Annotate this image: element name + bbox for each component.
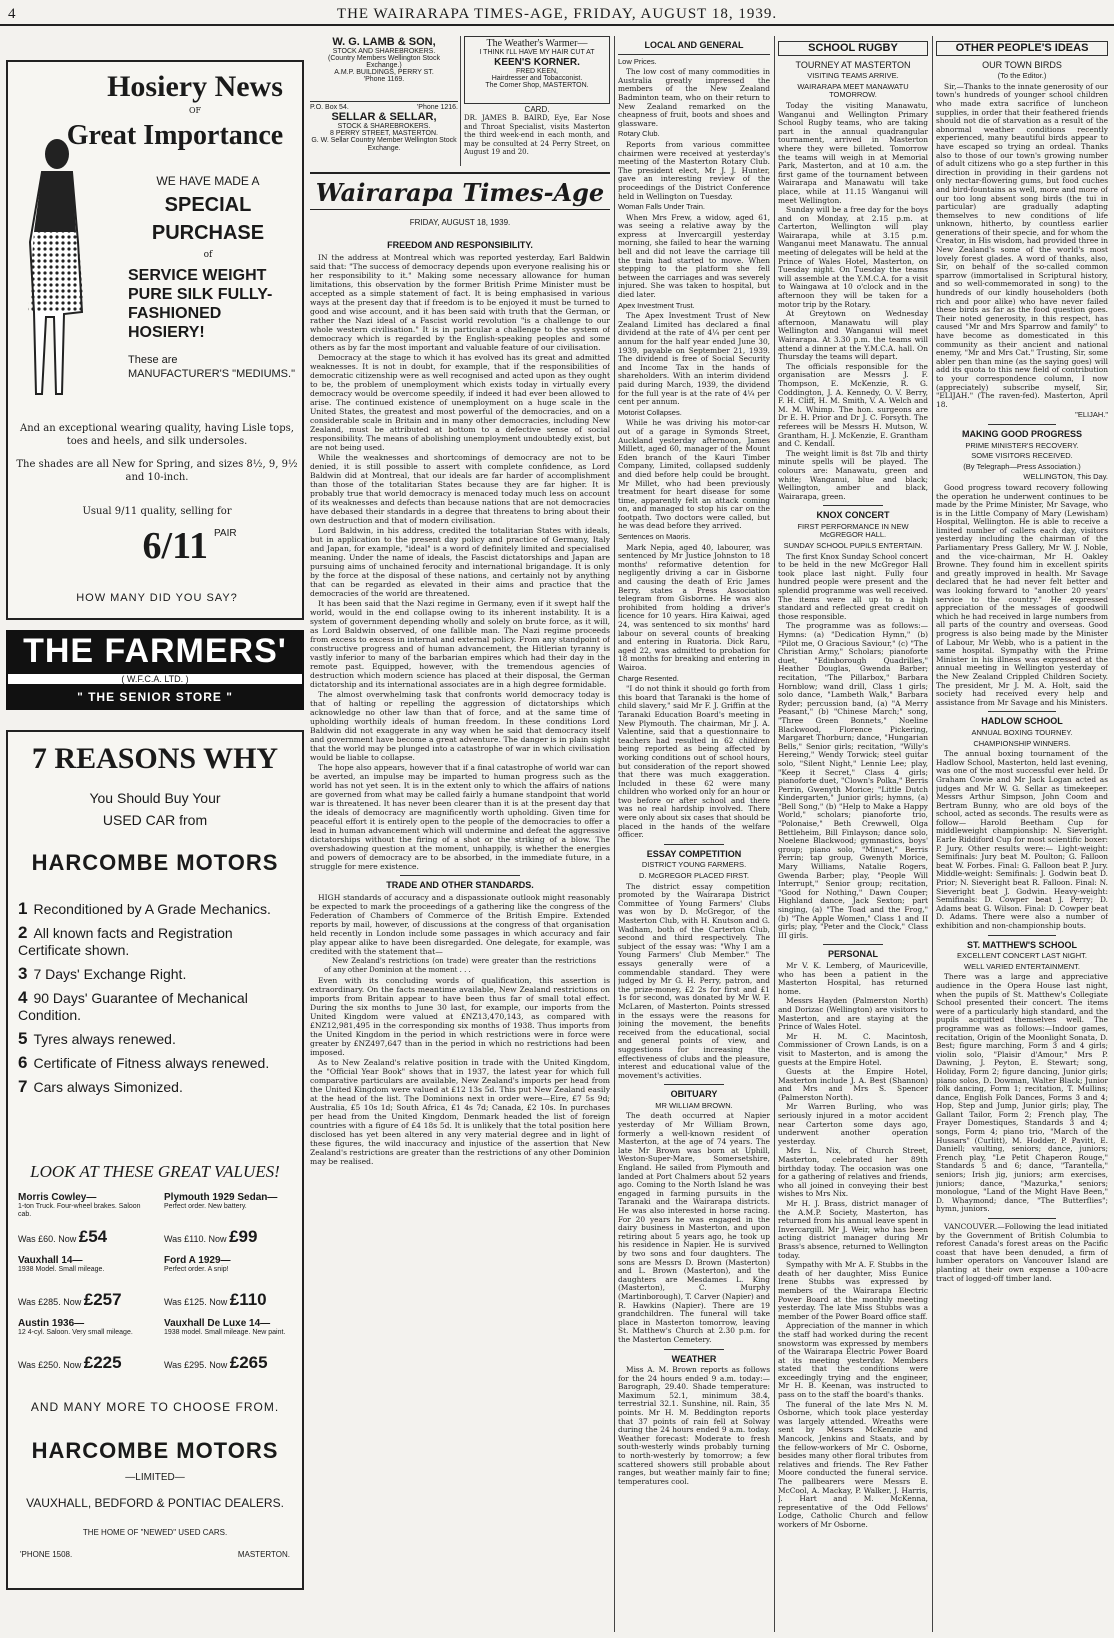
reasons-list [18, 900, 298, 1102]
keen-ad [464, 36, 610, 104]
local-item [618, 58, 770, 129]
lamb-line-2: (Country Members Wellington Stock Exchange.) [328, 55, 440, 69]
obituary-sub: MR WILLIAM BROWN. [655, 1100, 733, 1110]
opi-signature: "ELIJAH." [1075, 410, 1108, 420]
harcombe-home: THE HOME OF "NEWED" USED CARS. [82, 1528, 228, 1537]
rugby-sub-3: WAIRARAPA MEET MANAWATU TOMORROW. [797, 81, 909, 100]
divider [664, 1349, 725, 1350]
weather-text: Miss A. M. Brown reports as follows for the 24 hours ended 9 a.m. today:— Barograph, 29.40. Shade temperature: Maximum 52.1, minimum 38.4, terrestrial 32.1. Sunshine, nil. Rain, 35 points. Mr H. M. Beddington reports that 37 points of rain fell at Solway during the 24 hours ended 9 a.m. today. Weather forecast: Moderate to fresh south-westerly winds probably turning to north-westerly by tomorrow; a few scattered showers still probable about ranges, but weather mainly fair to fine; temperatures cool. [618, 1366, 770, 1486]
divider [988, 935, 1057, 936]
car-was: Was £295. [164, 1360, 207, 1370]
car-name: Austin 1936— [18, 1318, 85, 1329]
car-now: Now [209, 1360, 228, 1370]
harcombe-headline: 7 REASONS WHY [31, 742, 279, 775]
car-name: Ford A 1929— [164, 1255, 231, 1266]
column-rule [932, 36, 933, 1632]
divider [823, 944, 883, 945]
reason-number: 4 [18, 988, 28, 1007]
trade-heading: TRADE AND OTHER STANDARDS. [386, 880, 534, 890]
weather-heading: WEATHER [671, 1353, 717, 1364]
obituary-heading: OBITUARY [670, 1089, 718, 1100]
opi-to-editor: (To the Editor.) [997, 71, 1047, 81]
car-desc: 12 4-cyl. Saloon. Very small mileage. [18, 1329, 133, 1336]
editorial-paragraph: The hope also appears, however that if a final catastrophe of world war can be averted, an impulse may be imparted to human progress such as the world has not yet seen. It is in the extent only to which the affairs of nations are governed from what may be called fairly a humane standpoint that world war is threatened. It has never been clearer than it is at the present day that the ideals of democracy are magnificently worth upholding. Given time for peaceful effort it is entirely open to the people of the democracies to offer a lead in human advancement which will undermine and defeat the aggressive dictatorships without the firing of a shot or the striking of a blow. The overshadowing question at the moment, unhappily, is whether the energies and powers of democracy are to be absorbed, in the immediate future, in a struggle for mere existence. [310, 763, 610, 871]
car-offer [164, 1318, 298, 1373]
car-now: Now [209, 1297, 228, 1307]
rugby-paragraph: Sunday will be a free day for the boys and on Monday, at 2.15 p.m. at Carterton, Wellington will play Wairarapa, while at 3.15 p.m. Wanganui meet Manawatu. The annual meeting of delegates will be held at the Prince of Wales Hotel, Masterton, on Tuesday night. On Tuesday the teams will assemble at the Y.M.C.A. for a visit to Waingawa at 10 o'clock and in the afternoon they will be taken for a motor trip by the Rotary. [778, 206, 928, 309]
rugby-sub-2: VISITING TEAMS ARRIVE. [807, 71, 899, 81]
harcombe-town: MASTERTON. [237, 1550, 290, 1559]
rugby-sub: TOURNEY AT MASTERTON [795, 59, 911, 70]
reason-number: 7 [18, 1077, 28, 1096]
reason-number: 2 [18, 923, 28, 942]
stmatt-sub: EXCELLENT CONCERT LAST NIGHT. [957, 951, 1087, 961]
farmers-name: THE FARMERS' [23, 632, 287, 670]
local-item-text: The low cost of many commodities in Australia greatly impressed the members of the New Zealand Badminton team, who on their return to New Zealand remarked on the cheapness of fruit, boots and shoes and glassware. [618, 68, 770, 128]
reason-item [18, 965, 298, 983]
sellar-name: SELLAR & SELLAR, [331, 111, 437, 123]
keen-line-2: Hairdresser and Tobacconist. [491, 75, 583, 82]
hosiery-of: OF [188, 106, 202, 115]
trade-quote: New Zealand's restrictions (on trade) were greater than the restrictions of any other Dominion at the moment . . . [324, 957, 596, 974]
hosiery-price: 6/11 [142, 525, 208, 567]
sellar-pobox: P.O. Box 54. [310, 104, 349, 111]
reason-text: 7 Days' Exchange Right. [33, 966, 187, 982]
editorial-column [310, 236, 610, 1632]
column-rule [614, 36, 615, 1632]
car-price: £225 [83, 1353, 122, 1372]
stmatt-text: There was a large and appreciative audience in the Opera House last night, when the pupils of St. Matthew's Collegiate School presented their concert. The items were of a particularly high standard, and the pupils acquitted themselves well. The programme was as follows:—Indoor games, recitation, Origin of the Moonlight Sonata, D. Best; figure marching, Form 3 and 4 girls; violin solo, "Plaisir d'Amour," Mrs P. Dawning, J. Peyton, E. Stewart; song, Holiday, Form 2; figure dancing, Junior girls; piano solos, D. Dowman, Walter Black; Junior folk dancing, Form 1; recitation, T. Mullins; dance, English Folk Dances, Forms 3 and 4; Hop, Step and Jump, Junior girls; play, The Gallant Tailor, Form 2; French play, The Frayer Domestiques, Standards 3 and 4; songs, Form 4; piano trio, "March of the Hussars" (Curlitt), M. Hodder, P. Pavitt, E. Daniell; vaulting, seniors; dance, juniors; French play, "Le Petit Chaperon Rouge," Standards 5 and 6; dance, "Tarantella," seniors; Irish jig, juniors; arm exercises, juniors; dance, "Mazurka," seniors; monologue, "Land of the Might Have Been," D. Whaymond; dance, "The Butterflies"; hymn, juniors. [936, 973, 1108, 1214]
sellar-phone: 'Phone 1216. [416, 104, 458, 111]
vancouver-text: VANCOUVER.—Following the lead initiated by the Government of British Columbia to reforest Canada's forest areas on the Pacific coast that have been denuded, a firm of lumber operators on Vancouver Island are planting at their own expense a 100-acre tract of logged-off timber land. [936, 1223, 1108, 1283]
reason-item [18, 989, 298, 1024]
trade-paragraph: As to New Zealand's relative position in trade with the United Kingdom, the "Official Year Book" shows that in 1937, the latest year for which full comparative particulars are available, New Zealand's imports per head from the United Kingdom were valued at £12 13s 5d. This put New Zealand easily at the head of the list. The Dominions next in order were—Eire, £7 5s 9d; Australia, £5 10s 1d; South Africa, £1 4s 7d; Canada, £2 10s. In purchases per head from the United Kingdom, Denmark headed the list of foreign countries with a figure of £4 18s 5d. It is unlikely that the total position here disclosed has yet been altered in any very material degree and in light of these figures, the wild inaccuracy and injustice of the assertion that New Zealand's restrictions are greater than the restrictions of any other Dominion may be realised. [310, 1058, 610, 1166]
sellar-line-1: STOCK & SHAREBROKERS. [337, 123, 431, 130]
car-was: Was £125. [164, 1297, 207, 1307]
hosiery-mediums: MANUFACTURER'S "MEDIUMS." [128, 368, 295, 380]
local-item-title: Motorist Collapses. [618, 407, 682, 417]
divider [988, 1218, 1057, 1219]
car-desc: 1938 Model. Small mileage. [18, 1266, 105, 1273]
hosiery-question: HOW MANY DID YOU SAY? [76, 592, 238, 604]
hadlow-heading: HADLOW SCHOOL [981, 716, 1063, 727]
hosiery-ad [6, 60, 304, 620]
local-item [618, 409, 770, 531]
card-heading: CARD. [524, 105, 550, 114]
obituary-text: The death occurred at Napier yesterday of Mr William Brown, formerly a well-known resident of Masterton, at the age of 74 years. The late Mr Brown was born at Uphill, Weston-Super-Mare, Somersetshire, England. He sailed from Plymouth and landed at Port Chalmers about 52 years ago. Coming to the North Island he was engaged in farming pursuits in the Taranaki and the Wairarapa districts. He was also interested in horse racing. For 20 years he was engaged in the dairy business in Masterton, and upon retiring about 5 years ago, he took up his residence in Napier. He is survived by two sons and four daughters. The sons are Messrs D. Brown (Masterton) and L. Brown (Masterton), and the daughters are Mesdames L. King (Masterton), C. Murphy (Martinborough), T. Carver (Napier) and R. Hawkins (Napier). There are 19 grandchildren. The funeral will take place in Masterton tomorrow, leaving St. Matthew's Church at 2.30 p.m. for the Masterton Cemetery. [618, 1112, 770, 1344]
personal-paragraph: Mrs L. Nix, of Church Street, Masterton, celebrated her 89th birthday today. The occasion was one for a gathering of relatives and friends, who all joined in conveying their best wishes to Mrs Nix. [778, 1147, 928, 1199]
divider [988, 711, 1057, 712]
car-desc: Perfect order. New battery. [164, 1203, 247, 1210]
local-item-text: When Mrs Frew, a widow, aged 61, was seeing a relative away by the express at Invercargill yesterday morning, she failed to hear the warning bell and did not leave the carriage till the train had started to move. When stepping to the platform she fell between the carriages and was severely injured. She was taken to hospital, but died later. [618, 213, 770, 300]
reason-number: 6 [18, 1053, 28, 1072]
divider [823, 505, 883, 506]
hadlow-sub: ANNUAL BOXING TOURNEY. [971, 727, 1073, 737]
hosiery-shades: The shades are all New for Spring, and sizes 8½, 9, 9½ and 10-inch. [16, 459, 298, 483]
editorial-paragraph: Lord Baldwin, in his address, credited the totalitarian States with ideals, but in application to the present day policy and practice of Germany, Italy and Japan, for example, "ideal" is a word of definitely limited and specialised meaning. Under the name of ideals, the Fascist dictatorships and Japan are pursuing aims of unchained ferocity and international brigandage. It is only by the force at the disposal of these nations, and certainly not by anything that can be regarded as elevated in their aims and practice that the democracies of the world are threatened. [310, 526, 610, 598]
knox-sub-2: SUNDAY SCHOOL PUPILS ENTERTAIN. [783, 541, 923, 551]
knox-paragraph: The programme was as follows:—Hymns: (a) "Dedication Hymn," (b) "Pilot me, O Gracious Saviour," (c) "The Christian Army," Scholars; pianoforte duet, "Edinborough Quadrilles," Heather Douglas, Gwenda Barber; recitation, "The Pillarbox," Barbara Hornblow; wand drill, Class 1 girls; solo dance, "Lambeth Walk," Barbara Ryder; percussion band, (a) "A Merry Peasant," (b) "Chinese March;" song, "Three Green Bonnets," Noeline Blackwood, Florence Pickering, Margaret Thorburn; dance, "Hungarian Bells," Senior girls; recitation, "Willy's Hereing," Wendy Torwick; steel guitar solo, "Silent Night," Lennie Lee; play, "Keep it Secret," Class 4 girls; pianoforte duet, "Clown's Polka," Berris Perrin, Gwenyth Morice; "Little Dutch Kindergarten," Junior girls; hymns, (a) "Bell Song," (b) "Help to Make a Happy World," scholars; pianoforte trio, "Polonaise," Beth Crewwell, Olga Bettleheim, Bill Finlayson; dance solo, Noelene Blackwood; gymnastics, boys' group; piano solo, "Minuet," Berris Perrin; tap group, Gwenyth Morice, Mary Williams, Natalie Rogers, Gwenda Barber; play, "People Will Interrupt," Senior group; recitation, "Good for Nothing," Dawn Couper; Highland dance, Jack Sexton; part singing, (a) "The Toad and the Frog," (b) "The Apple Women," Class 1 and II girls; play, "Peter and the Clock," Class III girls. [778, 622, 928, 940]
stmatt-sub-2: WELL VARIED ENTERTAINMENT. [964, 961, 1080, 971]
divider [664, 844, 725, 845]
essay-text: The district essay competition promoted by the Wairarapa District Committee of Young Farmers' Clubs was won by D. McGregor, of the Masterton Club, with H. Knutson and G. Wadham, both of the Carterton Club, second and third respectively. The subject of the essay was: "Why I am a Young Farmers' Club Member." The essays generally were of a commendable standard. They were judged by Mr G. H. Perry, patron, and the prize-money, £2 2s for first and £1 1s for second, was donated by Mr W. F. McLaren, of Masterton. Points stressed in the essays were the reasons for joining the movement, the benefits received from the educational, social and general points of view, and suggestions for increasing the effectiveness of clubs and the pleasure, interest and educational value of the movement's activities. [618, 882, 770, 1080]
local-item-text: While he was driving his motor-car out of a garage in Symonds Street, Auckland yesterday afternoon, James Millett, aged 60, manager of the Mount Eden branch of the Kauri Timber Company, Limited, collapsed suddenly and died before help could be brought. Mr Millet, who had been previously treatment for heart disease for some time, apparently felt an attack coming on, and managed to stop his car on the footpath. Two doctors were called, but he was dead before they arrived. [618, 419, 770, 531]
lamb-name: W. G. LAMB & SON, [332, 36, 436, 48]
reason-text: Reconditioned by A Grade Mechanics. [33, 901, 271, 917]
car-price: £265 [229, 1353, 268, 1372]
editorial-paragraph: It has been said that the Nazi regime in Germany, even if it swept half the world, would in the end collapse owing to its inherent instability. It is a system of government depending wholly and solely on brute force, as it will, as Lord Baldwin observed, of one fallible man. The Nazi regime proceeds from excess to excess in internal and external policy. From any standpoint of constructive progress and of human advancement, the Hitlerian tyranny is vastly inferior to many of the barbarian empires which had their day in the remote past. Equipped, however, with the tremendous agencies of destruction which modern science has placed at their disposal, the German dictatorship and its international associates are in a high degree formidable. [310, 599, 610, 689]
car-price: £257 [83, 1290, 122, 1309]
hosiery-headline: Hosiery News [107, 70, 283, 103]
sellar-line-2: 8 PERRY STREET, MASTERTON. [329, 130, 438, 137]
local-item-title: Woman Falls Under Train. [618, 202, 705, 212]
hosiery-usual: Usual 9/11 quality, selling for [82, 506, 232, 517]
reason-item [18, 900, 298, 918]
column-rule [774, 36, 775, 1632]
car-was: Was £250. [18, 1360, 61, 1370]
farmers-ad [6, 630, 304, 710]
local-item-title: Rotary Club. [618, 129, 660, 139]
stmatt-heading: ST. MATTHEW'S SCHOOL [967, 939, 1077, 950]
harcombe-more: AND MANY MORE TO CHOOSE FROM. [30, 1400, 280, 1414]
harcombe-sub-2: USED CAR from [102, 812, 208, 828]
essay-sub-2: D. McGREGOR PLACED FIRST. [638, 871, 749, 881]
local-item-title: Charge Resented. [618, 673, 679, 683]
local-item-title: Apex Investment Trust. [618, 300, 695, 310]
local-item [618, 203, 770, 300]
opi-heading: OTHER PEOPLE'S IDEAS [936, 41, 1108, 56]
local-item [618, 130, 770, 201]
editorial-paragraph: The almost overwhelming task that confronts world democracy today is that of halting or repelling the aggression of dictatorships which acknowledge no other law than that of force, and at the same time of upholding worthily ideals of human freedom. In these conditions Lord Baldwin did not exaggerate in any way when he said that democracy itself and government have become a great adventure. The danger is in plain sight that the world may be plunged into a catastrophe of war in which civilisation would be liable to collapse. [310, 690, 610, 762]
keen-line-3: The Corner Shop, MASTERTON. [485, 82, 589, 89]
sellar-ad [310, 104, 458, 168]
progress-sub: PRIME MINISTER'S RECOVERY. [965, 440, 1079, 450]
local-item-title: Sentences on Maoris. [618, 532, 691, 542]
editorial-paragraph: Democracy at the stage to which it has evolved has its great and admitted weaknesses. It is not in doubt, for example, that if the responsibilities of democratic citizenship were as well recognised and acted upon as they ought to be, the problem of unemployment which exists today in virtually every democracy would be overcome speedily, if indeed it had ever been allowed to arise. The continued existence of unemployment on a huge scale in the United States, the greatest and most powerful of the democracies, and on a considerable scale in Britain and in many other democracies, including New Zealand, must be attributed at bottom to a defective sense of social responsibility. The means of abolishing unemployment undoubtedly exist, but are not being used. [310, 353, 610, 452]
trade-paragraph: HIGH standards of accuracy and a dispassionate outlook might reasonably be expected to mark the proceedings of a gathering like the congress of the Federation of Chambers of Commerce of the British Empire. Extended reports by mail, however, of discussions at the congress of that organisation held recently in London include some passages in which accuracy and fair play appear alike to have been disregarded. One delegate, for example, was credited with the statement that— [310, 893, 610, 956]
reason-text: 90 Days' Guarantee of Mechanical Condition. [18, 990, 248, 1023]
hosiery-headline-2: Great Importance [66, 120, 284, 151]
progress-sub-2: SOME VISITORS RECEIVED. [971, 451, 1073, 461]
editorial-paragraph: IN the address at Montreal which was reported yesterday, Earl Baldwin said that: "The success of democracy depends upon everyone realising his or her responsibility to it." Making some necessary allowance for human limitations, this observation by the former British Prime Minister must be accepted as a simple statement of fact. It is being emphasised in various ways at the present day that if freedom is to be enjoyed it must be turned to good and wise account, and it has been said with truth that the German, or rather the Nazi ideal of a Fascist world revolution "is a challenge to our whole western civilisation." It is in particular a challenge to the system of democracy which is regarded by the English-speaking peoples and some others as by far the most important and valuable feature of our civilisation. [310, 253, 610, 352]
essay-heading: ESSAY COMPETITION [646, 848, 742, 859]
ideas-column [936, 36, 1108, 1632]
rugby-column [778, 36, 928, 1632]
divider [400, 875, 520, 876]
lamb-line-4: 'Phone 1169. [363, 76, 405, 83]
lamb-line-3: A.M.P. BUILDINGS, PERRY ST. [334, 69, 434, 76]
keen-name: KEEN'S KORNER. [494, 57, 580, 68]
reason-text: Cars always Simonized. [33, 1079, 183, 1095]
card-text: DR. JAMES B. BAIRD, Eye, Ear Nose and Throat Specialist, visits Masterton the third week-end in each month, and may be consulted at 24 Perry Street, on August 19 and 20. [464, 114, 610, 157]
progress-telegraph: (By Telegraph—Press Association.) [963, 461, 1081, 471]
personal-paragraph: The funeral of the late Mrs N. M. Osborne, which took place yesterday was largely attended. Wreaths were sent by Messrs McKenzie and Mancock, Jenkins and Staats, and by the fellow-workers of Mr C. Osborne, besides many other floral tributes from relatives and friends. The Rev Father Moore conducted the funeral service. The pallbearers were Messrs E. McCool, A. Mackay, P. Walker, J. Harris, J. Hart and M. McKenna, representative of the Odd Fellows' Lodge, Catholic Church and fellow workers of Mr Osborne. [778, 1400, 928, 1529]
local-item-text: Mark Nepia, aged 40, labourer, was sentenced by Mr Justice Johnston to 18 months' reformative detention for negligently driving a car in Gisborne and causing the death of Eric James Berry, states a Press Association telegram from Gisborne. He was also prohibited from holding a driver's licence for 10 years. Hira Kaiwai, aged 24, was sentenced to six months' hard labour on several counts of breaking and entering in Ruatoria. Dick Raru, aged 22, was admitted to probation for 18 months for breaking and entering in Wairoa. [618, 543, 770, 672]
car-price: £54 [78, 1227, 108, 1246]
masthead-title: THE WAIRARAPA TIMES-AGE, FRIDAY, AUGUST 18, 1939. [336, 6, 778, 22]
personal-paragraph: Mr H. M. C. Macintosh, Commissioner of Crown Lands, is on a visit to Masterton, and is among the guests at the Empire Hotel. [778, 1032, 928, 1067]
reason-text: Tyres always renewed. [33, 1031, 176, 1047]
ad-divider [460, 36, 461, 166]
local-item-text: Reports from various committee chairmen were received at yesterday's meeting of the Masterton Rotary Club. The president elect, Mr J. J. Hunter, gave an interesting review of the proceedings of the District Conference held in Wellington on Tuesday. [618, 140, 770, 201]
car-was: Was £60. [18, 1234, 56, 1244]
keen-heading-2: I THINK I'LL HAVE MY HAIR CUT AT [479, 49, 595, 56]
reason-text: Certificate of Fitness always renewed. [33, 1055, 270, 1071]
car-was: Was £285. [18, 1297, 61, 1307]
rugby-paragraph: The officials responsible for the organisation are Messrs J. F. Thompson, E. McKenzie, R. G. Coddington, J. A. Kennedy, O. V. Berry, F. H. Cliff, H. M. Smith, V. A. Welch and M. M. Whimp. The hon. surgeons are Dr E. H. Prior and Dr J. C. Forsyth. The referees will be Messrs H. Mutson, W. Grantham, H. J. McKenzie, E. Grantham and C. Kendall. [778, 362, 928, 449]
hosiery-purchase: PURCHASE [151, 222, 265, 244]
car-offer [18, 1255, 152, 1310]
editorial-date: FRIDAY, AUGUST 18, 1939. [409, 218, 511, 227]
local-item-title: Low Prices. [618, 56, 657, 66]
rugby-heading: SCHOOL RUGBY [778, 41, 928, 56]
car-desc: Perfect order. A snip! [164, 1266, 229, 1273]
hosiery-lead: WE HAVE MADE A [156, 174, 260, 188]
progress-heading: MAKING GOOD PROGRESS [961, 428, 1082, 439]
reason-item [18, 924, 298, 959]
harcombe-company-2: HARCOMBE MOTORS [31, 1438, 279, 1463]
keen-line-1: FRED KEEN, [515, 68, 558, 75]
hosiery-these-are: These are [128, 354, 178, 366]
harcombe-limited: —LIMITED— [125, 1472, 185, 1483]
car-desc: 1-ton Truck. Four-wheel brakes. Saloon cab. [18, 1203, 141, 1218]
hosiery-description: And an exceptional wearing quality, having Lisle tops, toes and heels, and silk undersoles. [20, 423, 294, 447]
reason-number: 3 [18, 964, 28, 983]
opi-sub: OUR TOWN BIRDS [982, 59, 1062, 70]
car-offer [164, 1192, 298, 1247]
local-item-text: The Apex Investment Trust of New Zealand Limited has declared a final dividend at the rate of 4¼ per cent per annum for the half year ended June 30, 1939, payable on September 21, 1939. The dividend is free of Social Security and Income Tax in the hands of shareholders. With an interim dividend paid during March, 1939, the dividend for the full year is at the rate of 4¼ per cent per annum. [618, 312, 770, 407]
knox-sub: FIRST PERFORMANCE IN NEW McGREGOR HALL. [797, 521, 909, 540]
personal-paragraph: Sympathy with Mr A. F. Stubbs in the death of her daughter, Miss Eunice Irene Stubbs was expressed by members of the Wairarapa Electric Power Board at the monthly meeting yesterday. The late Miss Stubbs was a member of the Power Board office staff. [778, 1261, 928, 1321]
local-item [618, 533, 770, 673]
trade-paragraph: Even with its concluding words of qualification, this assertion is extraordinary. On the facts meantime available, New Zealand restrictions on imports from Britain appear to have been thus far of small total effect. During the six months to June 30 last, for example, our imports from the United Kingdom were valued at £NZ13,470,143, as compared with £NZ12,981,495 in the corresponding six months of 1938. Thus imports from the United Kingdom in the period in which restrictions were in force were greater by £NZ497,647 than in the period in which no restrictions had been imposed. [310, 976, 610, 1057]
local-column [618, 36, 770, 1632]
personal-paragraph: Guests at the Empire Hotel, Masterton include J. A. Best (Shannon) and Mrs and Mrs S. Spencer (Palmerston North). [778, 1068, 928, 1102]
local-item-text: "I do not think it should go forth from this board that Taranaki is the home of child slavery," said Mr F. J. Griffin at the Taranaki Education Board's meeting in New Plymouth. The chairman, Mr J. A. Valentine, said that a questionnaire to teachers had resulted in 62 children being reported as being affected by working conditions out of school hours, but consideration of the report showed that there was much exaggeration. Included in these 62 were many children who worked only for an hour or two before or after school and there was no real hardship involved. There were only about six cases that should be placed in the hands of the welfare officer. [618, 685, 770, 840]
car-offer [164, 1255, 298, 1310]
harcombe-company: HARCOMBE MOTORS [31, 850, 279, 875]
reason-item [18, 1030, 298, 1048]
hadlow-sub-2: CHAMPIONSHIP WINNERS. [973, 738, 1071, 748]
progress-place: WELLINGTON, This Day. [1023, 472, 1108, 482]
editorial-paragraph: While the weaknesses and shortcomings of democracy are not to be denied, it is still possible to assert with complete confidence, as Lord Baldwin did at Montreal, that our ideals are far harder of accomplishment than those of the totalitarian States because they are far higher. It is probably true that world democracy is menaced today much less on account of its weaknesses and defects than because nations that are not democracies have debased their standards in a degree that threatens to bring about their own destruction and that of modern civilisation. [310, 453, 610, 525]
reason-item [18, 1054, 298, 1072]
reason-number: 1 [18, 899, 28, 918]
reason-text: All known facts and Registration Certificate shown. [18, 925, 233, 958]
masthead [0, 4, 1114, 26]
car-name: Vauxhall 14— [18, 1255, 83, 1266]
harcombe-sub-1: You Should Buy Your [89, 790, 221, 806]
local-item [618, 675, 770, 840]
farmers-senior: " THE SENIOR STORE " [77, 690, 233, 704]
progress-text: Good progress toward recovery following the operation he underwent continues to be made by the Prime Minister, Mr Savage, who is in the Little Company of Mary (Lewisham) Hospital, Wellington. He is able to receive a limited number of callers each day, visitors yesterday including the chairman of the Parliamentary Press Gallery, Mr W. J. Noble, and the vice-chairman, Mr H. Oakley Browne. They found him in excellent spirits and greatly improved in health. Mr Savage declared that he had never felt better and was looking forward to "another 20 years' service to the country." He expressed appreciation of the messages of goodwill which he had received in large numbers from all parts of the country and overseas. Good progress is also being made by the Minister of Labour, Mr Webb, who is a patient in the same hospital. Sympathy with the Prime Minister in his illness was expressed at the annual meeting in Wellington yesterday of the New Zealand Crippled Children Society. The president, Mr J. M. A. Holt, said the society had received every help and assistance from Mr Savage and his Ministers. [936, 483, 1108, 707]
car-price: £110 [229, 1290, 267, 1309]
keen-heading: The Weather's Warmer— [486, 38, 588, 49]
reason-number: 5 [18, 1029, 28, 1048]
editorial-heading: FREEDOM AND RESPONSIBILITY. [387, 240, 533, 250]
sellar-line-3: G. W. Sellar Country Member Wellington Stock Exchange. [311, 137, 457, 152]
farmers-wfca: ( W.F.C.A. LTD. ) [8, 674, 302, 684]
divider [664, 1084, 725, 1085]
car-now: Now [63, 1297, 82, 1307]
car-name: Vauxhall De Luxe 14— [164, 1318, 271, 1329]
personal-paragraph: Mr H. J. Brass, district manager of the A.M.P. Society, Masterton, has returned from his annual leave spent in Invercargill. Mr J. Weir, who has been acting district manager during Mr Brass's absence, returned to Wellington today. [778, 1200, 928, 1260]
knox-paragraph: The first Knox Sunday School concert to be held in the new McGregor Hall took place last night. Fully four hundred people were present and the splendid programme was well received. The items were all up to a high standard and reflected great credit on those responsible. [778, 552, 928, 621]
knox-heading: KNOX CONCERT [816, 510, 890, 521]
car-now: Now [63, 1360, 82, 1370]
lamb-line-1: STOCK AND SHAREBROKERS. [332, 48, 436, 55]
reason-item [18, 1078, 298, 1096]
personal-paragraph: Messrs Hayden (Palmerston North) and Dorizac (Wellington) are visitors to Masterton, and are staying at the Prince of Wales Hotel. [778, 997, 928, 1032]
local-item [618, 302, 770, 407]
page-number: 4 [8, 6, 16, 22]
lady-illustration [12, 132, 102, 402]
car-name: Plymouth 1929 Sedan— [164, 1192, 278, 1203]
car-grid [18, 1192, 298, 1373]
hosiery-per-pair: PAIR [214, 528, 237, 539]
car-name: Morris Cowley— [18, 1192, 97, 1203]
nameplate: Wairarapa Times-Age [310, 172, 610, 210]
personal-paragraph: Appreciation of the manner in which the staff had worked during the recent snowstorm was expressed by members of the Wairarapa Electric Power Board at its meeting yesterday. Members stated that the conditions were exceedingly trying and the engineer, Mr H. B. Keenan, was instructed to pass on to the staff the board's thanks. [778, 1322, 928, 1400]
opi-text: Sir,—Thanks to the innate generosity of our town's hundreds of younger school children who made extra sacrifice of luncheon supplies, in order that their feathered friends should not die of starvation as a result of the abnormal weather conditions recently experienced, many beautiful birds appear to have escaped so trying an ordeal. Thanks also to those of our town's growing number of adult citizens who go a step further in this direction in providing in their gardens not only nectar-flowering gums, but food cuches and bird-fountains as well, more and more of our too long absent song birds (the tui in particular) are gradually adapting themselves to new conditions of life unknown, hitherto, by countless earlier generations of their specie, and for whom the Creator, in His wisdom, had provided three in New Zealand's some of the world's most lovely forest glades. A word of thanks, also, Sir, on behalf of the so-called common sparrow (immortalised in Scriptural history, and so well-commemorated in song) to the hundreds of our kindly householders (both rich and poor alike) who have never failed these birds as far as the food question goes. Their noted generosity, in this respect, has caused "Mr and Mrs Sparrow and family" to have become as domesticated in this community as their ancient and national enemy, "Mr and Mrs Cat." Trusting, Sir, some abler pen than mine (as the saying goes) will add its quota to this new field of contribution to your correspondence column, I now (appreciately) subscribe myself, Sir, "ELIJAH." (The raven-fed). Masterton, April 18. [936, 82, 1108, 409]
harcombe-dealers: VAUXHALL, BEDFORD & PONTIAC DEALERS. [26, 1496, 284, 1510]
lamb-ad [310, 36, 458, 102]
car-offer [18, 1192, 152, 1247]
look-values: LOOK AT THESE GREAT VALUES! [30, 1162, 280, 1181]
car-price: £99 [229, 1227, 258, 1246]
car-desc: 1938 model. Small mileage. New paint. [164, 1329, 286, 1336]
hosiery-special: SPECIAL [164, 194, 252, 216]
essay-sub: DISTRICT YOUNG FARMERS. [641, 860, 747, 870]
hosiery-of-2: of [203, 250, 213, 260]
hosiery-product: SERVICE WEIGHT PURE SILK FULLY-FASHIONED HOSIERY! [128, 267, 273, 341]
local-heading: LOCAL AND GENERAL [618, 41, 770, 55]
divider [988, 424, 1057, 425]
rugby-paragraph: At Greytown on Wednesday afternoon, Manawatu will play Wellington and Wanganui will meet Wairarapa. At 3.30 p.m. the teams will attend a dinner at the Y.M.C.A. hall. On Thursday the teams will depart. [778, 310, 928, 362]
personal-paragraph: Mr V. K. Lemberg, of Mauriceville, who has been a patient in the Masterton Hospital, has returned home. [778, 961, 928, 996]
car-offer [18, 1318, 152, 1373]
car-was: Was £110. [164, 1234, 207, 1244]
rugby-paragraph: Today the visiting Manawatu, Wanganui and Wellington Primary School Rugby teams, who are taking part in the annual quadrangular tournament, arrived in Masterton where they were billeted. Tomorrow the teams will weigh in at Memorial Park, Masterton, and at 10 a.m. the first game of the tournament between Wairarapa and Manawatu will take place, while at 11.15 Wanganui will meet Wellington. [778, 101, 928, 205]
hadlow-text: The annual boxing tournament of the Hadlow School, Masterton, held last evening, was one of the most successful ever held. Dr Graham Cowie and Mr Jack Logan acted as judges and Mr W. G. Sellar as timekeeper. Messrs Arthur Simpson, John Coom and Bertram Bunny, who are old boys of the school, acted as seconds. The results were as follow— Harold Beetham Cup for middleweight championship: N. Sieveright. Earle Riddiford Cup for most scientific boxer: P. Jury. Other results were:— Light-weight: Semifinals: Jury beat M. Poulton; G. Falloon beat W. Forbes. Final: G. Falloon beat P. Jury. Middle-weight: Semifinals: J. Godwin beat D. Prior; N. Sieveright beat R. Falloon. Final: N. Sieveright beat J. Godwin. Heavy-weight: Semifinals: D. Cowper beat J. Perry; D. Adams beat G. Wilson. Final: D. Cowper beat D. Adams. There were also a number of exhibition and non-championship bouts. [936, 750, 1108, 930]
car-now: Now [208, 1234, 227, 1244]
baird-card [464, 106, 610, 166]
car-now: Now [58, 1234, 77, 1244]
harcombe-phone: 'PHONE 1508. [20, 1550, 73, 1559]
harcombe-ad [6, 730, 304, 1590]
personal-paragraph: Mr Warren Burling, who was seriously injured in a motor accident near Carterton some days ago, underwent another operation yesterday. [778, 1103, 928, 1146]
personal-heading: PERSONAL [827, 949, 878, 960]
rugby-paragraph: The weight limit is 8st 7lb and thirty minute spells will be played. The colours are: Manawatu, green and white; Wanganui, blue and black; Wellington, amber and black, Wairarapa, green. [778, 449, 928, 501]
